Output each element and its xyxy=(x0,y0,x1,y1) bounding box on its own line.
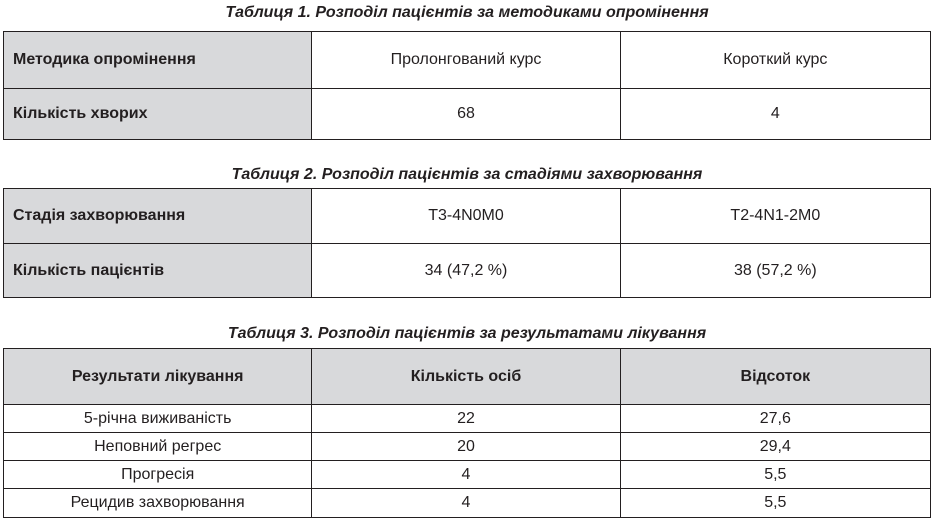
column-header: Результати лікування xyxy=(4,349,312,405)
column-header: Кількість осіб xyxy=(312,349,620,405)
table-cell: 5,5 xyxy=(620,461,930,489)
table-row xyxy=(4,89,931,140)
table-row xyxy=(4,461,931,489)
table-cell: 68 xyxy=(312,89,620,140)
table-cell: 34 (47,2 %) xyxy=(312,244,620,298)
table-cell: Неповний регрес xyxy=(4,433,312,461)
table3 xyxy=(3,348,931,518)
table-row xyxy=(4,244,931,298)
table-cell: T2-4N1-2M0 xyxy=(620,189,930,244)
table-cell: 29,4 xyxy=(620,433,930,461)
row-label: Методика опромінення xyxy=(4,32,312,89)
table2 xyxy=(3,188,931,298)
row-label: Кількість хворих xyxy=(4,89,312,140)
table-cell: 5,5 xyxy=(620,489,930,518)
table3-caption: Таблиця 3. Розподіл пацієнтів за результатами лікування xyxy=(227,325,707,342)
table-cell: 20 xyxy=(312,433,620,461)
table-row xyxy=(4,433,931,461)
table-cell: 38 (57,2 %) xyxy=(620,244,930,298)
table1-caption: Таблиця 1. Розподіл пацієнтів за методиками опромінення xyxy=(225,4,709,21)
table-cell: 22 xyxy=(312,405,620,433)
table-cell: Пролонгований курс xyxy=(312,32,620,89)
table-cell: 4 xyxy=(620,89,930,140)
table2-caption: Таблиця 2. Розподіл пацієнтів за стадіями захворювання xyxy=(231,166,703,183)
table-cell: 27,6 xyxy=(620,405,930,433)
table1 xyxy=(3,31,931,140)
table-cell: T3-4N0M0 xyxy=(312,189,620,244)
table-cell: Рецидив захворювання xyxy=(4,489,312,518)
table-cell: Короткий курс xyxy=(620,32,930,89)
table-cell: 5-річна виживаність xyxy=(4,405,312,433)
row-label: Кількість пацієнтів xyxy=(4,244,312,298)
table-row xyxy=(4,189,931,244)
table-row xyxy=(4,405,931,433)
table-row xyxy=(4,32,931,89)
table-cell: 4 xyxy=(312,489,620,518)
column-header: Відсоток xyxy=(620,349,930,405)
table-row xyxy=(4,489,931,518)
table-cell: 4 xyxy=(312,461,620,489)
row-label: Стадія захворювання xyxy=(4,189,312,244)
table-cell: Прогресія xyxy=(4,461,312,489)
table-header-row xyxy=(4,349,931,405)
